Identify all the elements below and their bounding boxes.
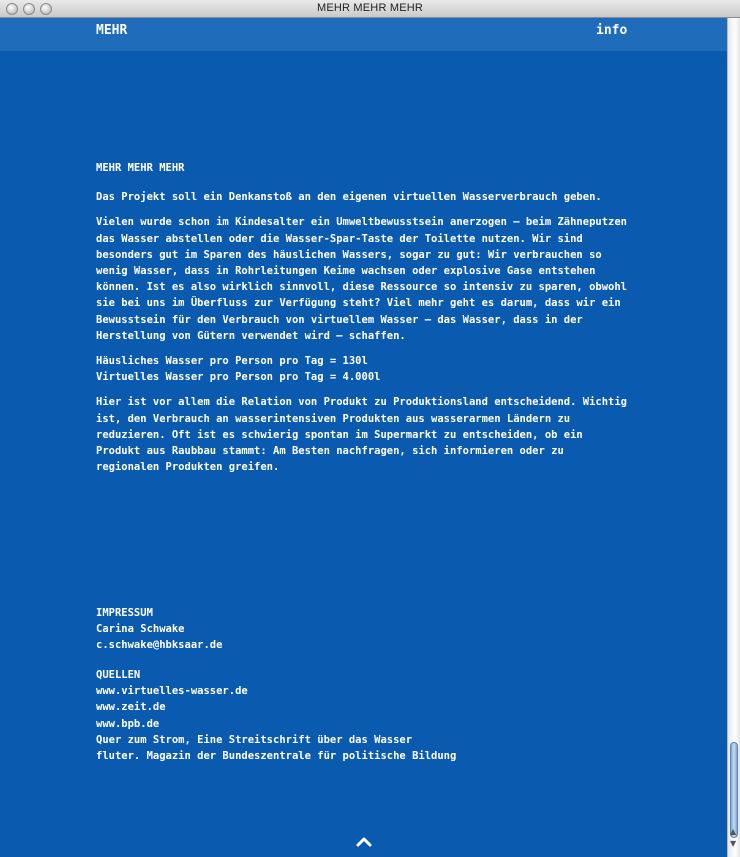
brand-link[interactable]: MEHR [96,23,128,38]
quellen-section [96,667,631,764]
stat-virtual: Virtuelles Wasser pro Person pro Tag = 4.000l [96,371,381,384]
source-link-bpb[interactable]: www.bpb.de [96,717,160,730]
article [96,160,631,484]
window-title: MEHR MEHR MEHR [316,2,424,14]
article-intro: Das Projekt soll ein Denkanstoß an den eigenen virtuellen Wasserverbrauch geben. [96,191,602,204]
site-header [0,18,727,51]
article-body: Vielen wurde schon im Kindesalter ein Umweltbewusstsein anerzogen – beim Zähneputzen das Wasser abstellen oder die Wasser-Spar-Taste der Toilette nutzen. Wir sind besonders gut im Sparen des häuslichen Wassers, sogar zu gut: Wir verbrauchen so wenig Wasser, dass in Rohrleitungen Keime wachsen oder explosive Gase entstehen können. Ist es also wirklich sinnvoll, diese Ressource so intensiv zu sparen, obwohl sie bei uns im Überfluss zur Verfügung steht? Viel mehr geht es darum, dass wir ein Bewusstsein für den Verbrauch von virtuellem Wasser – das Wasser, dass in der Herstellung von Gütern verwendet wird – schaffen. [96,216,628,342]
scroll-down-arrow-icon[interactable]: ▼ [730,839,737,848]
impressum-name: Carina Schwake [96,623,185,636]
article-conclusion: Hier ist vor allem die Relation von Produkt zu Produktionsland entscheidend. Wichtig ist, den Verbrauch an wasserintensiven Produkten aus wasserarmen Ländern zu reduzieren. Oft ist es schwierig spontan im Supermarkt zu entscheiden, ob ein Produkt aus Raubbau stammt: Am Besten nachfragen, sich informieren oder zu regionalen Produkten greifen. [96,396,628,474]
window-titlebar [0,0,740,18]
vertical-scrollbar[interactable] [727,18,740,857]
source-book: Quer zum Strom, Eine Streitschrift über das Wasser [96,733,413,746]
stat-household: Häusliches Wasser pro Person pro Tag = 130l [96,355,368,368]
impressum-email[interactable]: c.schwake@hbksaar.de [96,639,223,652]
scroll-up-arrow-icon[interactable]: ▲ [730,827,737,836]
scrollbar-thumb[interactable] [730,742,738,838]
quellen-heading: QUELLEN [96,669,141,681]
source-link-zeit[interactable]: www.zeit.de [96,701,166,714]
info-link[interactable]: info [596,23,628,38]
chevron-up-icon[interactable] [355,836,373,848]
impressum-section [96,605,631,654]
article-stats [96,353,631,385]
source-magazine: fluter. Magazin der Bundeszentrale für politische Bildung [96,750,457,763]
article-title: MEHR MEHR MEHR [96,162,185,174]
source-link-virtuelles-wasser[interactable]: www.virtuelles-wasser.de [96,685,248,698]
impressum-heading: IMPRESSUM [96,607,153,619]
